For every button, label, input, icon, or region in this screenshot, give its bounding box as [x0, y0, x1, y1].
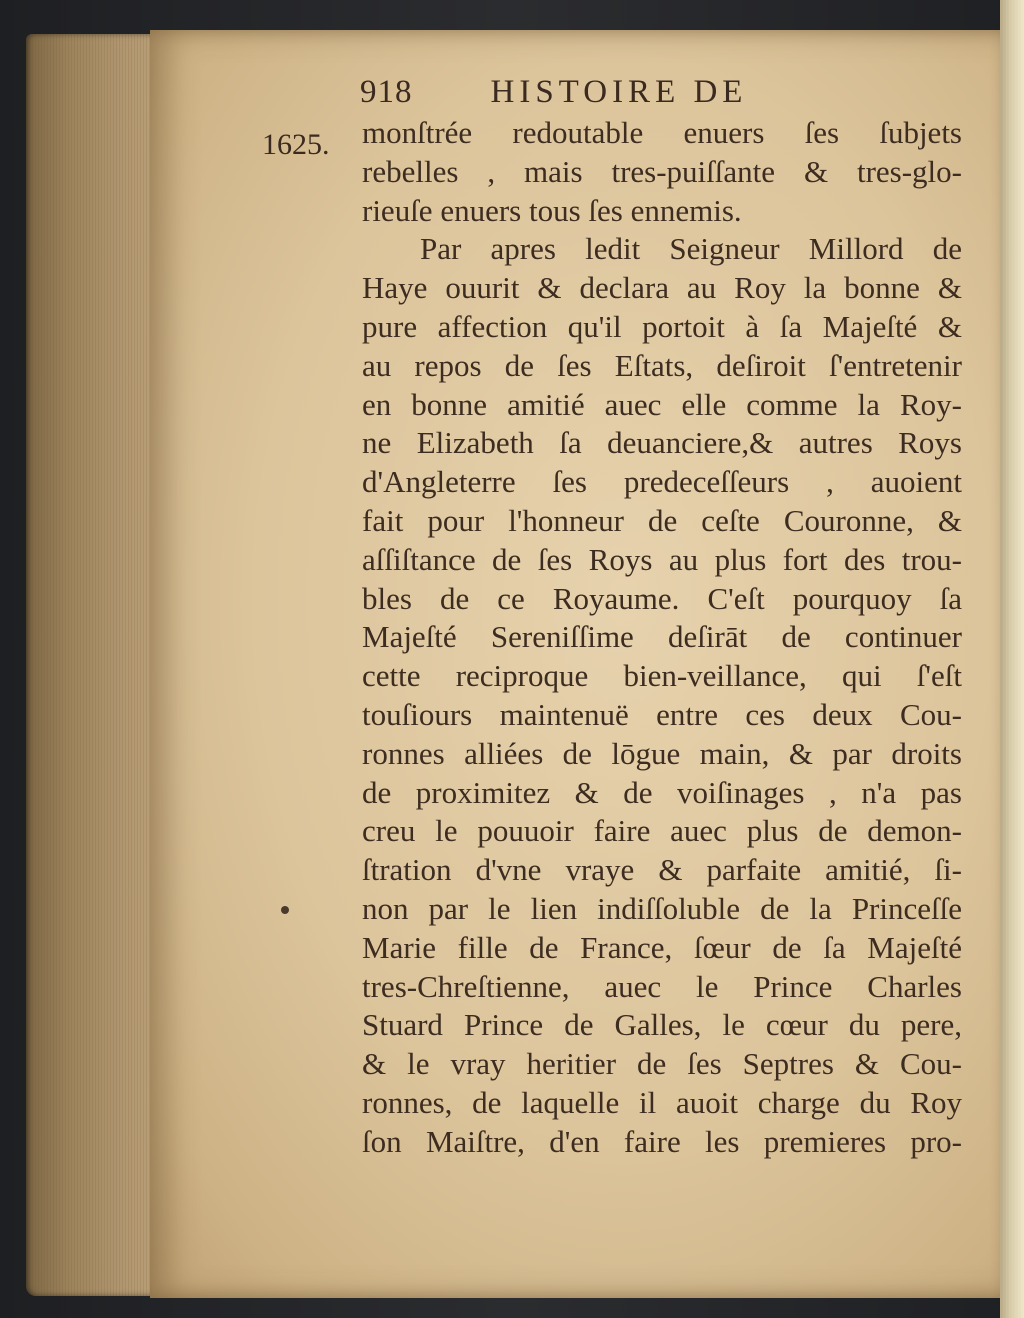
text-line: rieuſe enuers tous ſes ennemis. [362, 192, 742, 228]
text-line: d'Angleterre ſes predeceſſeurs , auoient [362, 464, 962, 500]
text-line: ſtration d'vne vraye & parfaite amitié, ſi- [362, 852, 962, 888]
margin-year-note: 1625. [262, 128, 330, 161]
text-line: creu le pouuoir faire auec plus de demon- [362, 813, 962, 849]
text-line: pure affection qu'il portoit à ſa Majeſté & [362, 308, 962, 344]
text-line: & le vray heritier de ſes Septres & Cou- [362, 1046, 962, 1082]
text-line: Par apres ledit Seigneur Millord de [420, 231, 962, 267]
running-head [360, 74, 747, 111]
text-line: cette reciproque bien-veillance, qui ſ'eſt [362, 658, 962, 694]
body-text [362, 114, 962, 1162]
text-line: Marie fille de France, ſœur de ſa Majeſté [362, 929, 962, 965]
text-line: tres-Chreſtienne, auec le Prince Charles [362, 968, 962, 1004]
text-line: ronnes alliées de lōgue main, & par droits [362, 735, 962, 771]
facing-page-edge [1000, 0, 1024, 1318]
running-title: HISTOIRE DE [490, 74, 748, 110]
text-line: monſtrée redoutable enuers ſes ſubjets [362, 115, 962, 150]
text-line: non par le lien indiſſoluble de la Princeſſe [362, 890, 962, 926]
text-line: ſon Maiſtre, d'en faire les premieres pro- [362, 1123, 962, 1159]
margin-bullet [281, 906, 289, 914]
text-line: fait pour l'honneur de ceſte Couronne, & [362, 502, 962, 538]
text-line: touſiours maintenuë entre ces deux Cou- [362, 696, 962, 732]
text-line: Stuard Prince de Galles, le cœur du pere, [362, 1007, 962, 1043]
text-line: Haye ouurit & declara au Roy la bonne & [362, 270, 962, 306]
text-line: au repos de ſes Eſtats, deſiroit ſ'entretenir [362, 347, 962, 383]
text-line: aſſiſtance de ſes Roys au plus fort des trou- [362, 541, 962, 577]
text-line: ne Elizabeth ſa deuanciere,& autres Roys [362, 425, 962, 461]
text-line: bles de ce Royaume. C'eſt pourquoy ſa [362, 580, 962, 616]
text-line: de proximitez & de voiſinages , n'a pas [362, 774, 962, 810]
text-line: rebelles , mais tres-puiſſante & tres-glo- [362, 153, 962, 189]
text-line: Majeſté Sereniſſime deſirāt de continuer [362, 619, 962, 655]
page-number: 918 [360, 74, 413, 110]
text-line: en bonne amitié auec elle comme la Roy- [362, 386, 962, 422]
text-line: ronnes, de laquelle il auoit charge du Roy [362, 1084, 962, 1120]
